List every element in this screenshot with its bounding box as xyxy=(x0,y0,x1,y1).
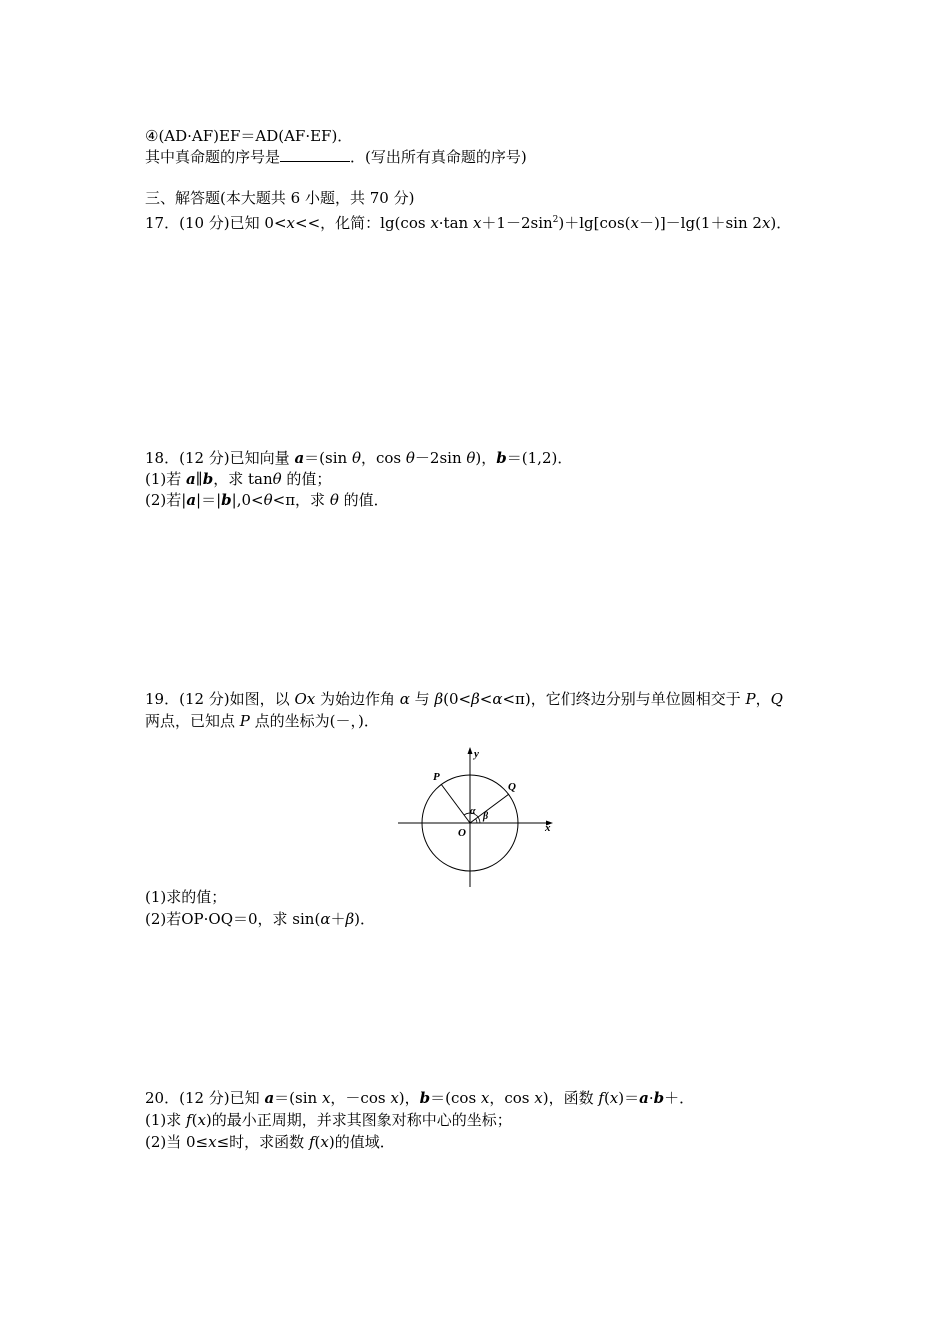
label-alpha: α xyxy=(470,806,476,817)
q17-var: x xyxy=(630,214,639,232)
q19-alpha: α xyxy=(320,910,331,928)
q20-number: 20．(12 分) xyxy=(145,1089,230,1107)
q19-part-1 xyxy=(145,887,226,907)
q18-number: 18．(12 分) xyxy=(145,449,230,467)
q20-var: x xyxy=(320,1133,329,1151)
q20-var: x xyxy=(208,1133,217,1151)
vector-a: a xyxy=(294,449,305,467)
q18-text: )， xyxy=(475,449,497,467)
q18-theta: θ xyxy=(466,449,476,467)
q17-text: ·tan xyxy=(438,214,473,232)
vector-b: b xyxy=(653,1089,665,1107)
q20-p2-text: (2)当 0≤ xyxy=(145,1133,209,1151)
q18-p2-text: |＝| xyxy=(196,491,222,509)
q19-p2-text: )． xyxy=(354,910,376,928)
q17-text: < xyxy=(295,214,308,232)
question-17 xyxy=(145,210,791,233)
q18-theta: θ xyxy=(329,491,339,509)
q17-text: )＋lg[cos( xyxy=(558,214,631,232)
q20-f: f xyxy=(186,1111,192,1129)
q20-part-1 xyxy=(145,1110,512,1130)
q17-number: 17．(10 分) xyxy=(145,214,230,232)
q17-var: x xyxy=(761,214,771,232)
q19-text: 如图，以 xyxy=(229,690,295,708)
q20-text: ，－cos xyxy=(330,1089,391,1107)
q17-var: x xyxy=(430,214,439,232)
question-18 xyxy=(145,448,572,468)
ray-op xyxy=(441,784,470,823)
vector-a: a xyxy=(186,491,197,509)
unit-circle-figure xyxy=(395,745,560,894)
vector-a: a xyxy=(264,1089,275,1107)
parallel-symbol: ∥ xyxy=(195,470,203,488)
q19-p2-text: ＋ xyxy=(330,910,346,928)
q18-text: －2sin xyxy=(414,449,467,467)
q18-p1-text: (1)若 xyxy=(145,470,187,488)
section-heading xyxy=(145,188,414,208)
q18-p2-text: (2)若| xyxy=(145,491,187,509)
q20-text: 已知 xyxy=(229,1089,265,1107)
q19-beta: β xyxy=(345,910,355,928)
q20-var: x xyxy=(390,1089,399,1107)
vector-a: a xyxy=(186,470,196,488)
q20-p2-text: )的值域． xyxy=(328,1133,395,1151)
label-q: Q xyxy=(508,781,516,793)
unit-circle-diagram xyxy=(395,745,560,890)
q17-text: －)]－lg(1＋sin 2 xyxy=(638,214,762,232)
q17-text: ＋1－2sin xyxy=(481,214,553,232)
question-19 xyxy=(145,689,783,709)
q19-text: 与 xyxy=(409,690,435,708)
q20-text: ＋． xyxy=(664,1089,695,1107)
q19-alpha: α xyxy=(399,690,410,708)
q18-p2-text: |,0< xyxy=(231,491,264,509)
y-axis-arrow xyxy=(468,747,473,754)
q20-p1-text: (1)求 xyxy=(145,1111,187,1129)
q19-point-p: P xyxy=(239,712,250,730)
q18-p2-text: <π，求 xyxy=(272,491,330,509)
q19-text: <π)，它们终边分别与单位圆相交于 xyxy=(502,690,746,708)
section-note: (本大题共 6 小题，共 70 分) xyxy=(220,189,415,207)
label-x: x xyxy=(545,822,551,834)
item-4-text: ④(AD·AF)EF＝AD(AF·EF)． xyxy=(145,127,353,145)
q19-text: < xyxy=(479,690,493,708)
q17-exponent: 2 xyxy=(552,215,559,225)
q19-part-2 xyxy=(145,909,375,929)
answer-blank xyxy=(280,147,350,162)
section-title: 三、解答题 xyxy=(145,189,221,207)
beta-arc xyxy=(476,819,477,823)
vector-a: a xyxy=(639,1089,649,1107)
q18-text: ＝(1,2)． xyxy=(506,449,573,467)
q20-f: f xyxy=(308,1133,315,1151)
q17-var: x xyxy=(286,214,296,232)
q20-p2-text: ( xyxy=(314,1133,321,1151)
q18-text: ，cos xyxy=(360,449,406,467)
dot-symbol: · xyxy=(648,1089,654,1107)
vector-b: b xyxy=(202,470,214,488)
q20-f: f xyxy=(598,1089,604,1107)
q20-var: x xyxy=(534,1089,543,1107)
q18-part-1 xyxy=(145,469,331,489)
q18-p1-text: 的值； xyxy=(281,470,332,488)
q20-text: ＝(sin xyxy=(274,1089,322,1107)
q18-p1-text: ，求 tan xyxy=(213,470,273,488)
q20-p2-text: ≤时，求函数 xyxy=(216,1133,309,1151)
q20-text: ＝(cos xyxy=(430,1089,481,1107)
q17-var: x xyxy=(472,214,482,232)
vector-b: b xyxy=(496,449,507,467)
label-y: y xyxy=(474,748,479,760)
q20-var: x xyxy=(321,1089,331,1107)
q19-point-p: P xyxy=(745,690,756,708)
label-p: P xyxy=(433,771,440,783)
q20-text: ( xyxy=(603,1089,610,1107)
q19-beta: β xyxy=(434,690,444,708)
label-o: O xyxy=(458,827,466,839)
q18-theta: θ xyxy=(351,449,361,467)
q20-p1-text: )的最小正周期，并求其图象对称中心的坐标； xyxy=(205,1111,512,1129)
question-19-line-2 xyxy=(145,711,379,731)
label-beta: β xyxy=(483,811,489,822)
q18-text: 已知向量 xyxy=(229,449,295,467)
q19-p2-text: (2)若OP·OQ＝0，求 sin( xyxy=(145,910,321,928)
q18-text: ＝(sin xyxy=(304,449,352,467)
q20-var: x xyxy=(197,1111,206,1129)
q17-text: )． xyxy=(770,214,792,232)
q19-text: 两点，已知点 xyxy=(145,712,240,730)
q20-text: )，函数 xyxy=(542,1089,599,1107)
q19-ox: Ox xyxy=(294,690,316,708)
vector-b: b xyxy=(419,1089,431,1107)
q19-text: 为始边作角 xyxy=(315,690,400,708)
q18-theta: θ xyxy=(263,491,273,509)
q19-point-q: Q xyxy=(770,690,783,708)
q18-theta: θ xyxy=(405,449,415,467)
fill-prompt-text: 其中真命题的序号是 xyxy=(145,148,281,166)
q19-p1-text: (1)求的值； xyxy=(145,888,227,906)
q20-part-2 xyxy=(145,1132,395,1152)
q20-text: )， xyxy=(398,1089,420,1107)
q19-number: 19．(12 分) xyxy=(145,690,230,708)
q19-alpha: α xyxy=(492,690,503,708)
q20-text: )＝ xyxy=(618,1089,640,1107)
q19-text: (0< xyxy=(443,690,472,708)
q17-text: <，化简：lg(cos xyxy=(307,214,431,232)
q20-text: ，cos xyxy=(489,1089,535,1107)
vector-b: b xyxy=(221,491,232,509)
question-20 xyxy=(145,1088,694,1108)
fill-prompt-note: ．(写出所有真命题的序号) xyxy=(350,148,527,166)
q20-var: x xyxy=(609,1089,619,1107)
item-4 xyxy=(145,126,352,146)
fill-prompt xyxy=(145,147,527,167)
q20-p1-text: ( xyxy=(191,1111,198,1129)
q18-theta: θ xyxy=(272,470,282,488)
q19-text: 点的坐标为(－，)． xyxy=(249,712,379,730)
q20-var: x xyxy=(480,1089,490,1107)
q18-part-2 xyxy=(145,490,389,510)
q18-p2-text: 的值． xyxy=(338,491,389,509)
q19-beta: β xyxy=(471,690,480,708)
q19-text: ， xyxy=(755,690,771,708)
q17-text: 已知 0< xyxy=(229,214,287,232)
